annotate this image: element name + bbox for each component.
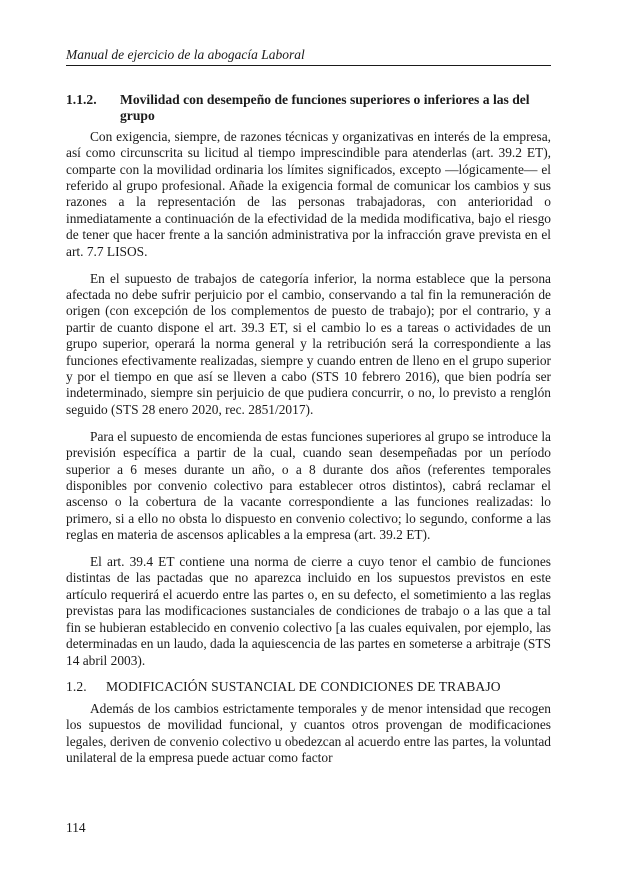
section-number: 1.2. <box>66 679 87 695</box>
paragraph: En el supuesto de trabajos de categoría inferior, la norma establece que la persona afectada no debe sufrir perjuicio por el cambio, conservando a tal fin la remuneración de origen (con excepción de los complementos de puesto de trabajo); por el contrario, y a partir de cuanto dispone el art. 39.3 ET, si el cambio lo es a tareas o actividades de un grupo superior, operará la norma general y la retribución será la correspondiente a las funciones efectivamente realizadas, siempre y cuando entren de lleno en el grupo superior y por el tiempo en que así se lleven a cabo (STS 10 febrero 2016), que bien podría ser indeterminado, siempre sin perjuicio de que pudiera concurrir, o no, lo previsto a renglón seguido (STS 28 enero 2020, rec. 2851/2017). <box>66 270 551 417</box>
subsection-title: Movilidad con desempeño de funciones superiores o inferiores a las del grupo <box>120 92 530 124</box>
subsection-number: 1.1.2. <box>66 92 97 107</box>
paragraph: Para el supuesto de encomienda de estas funciones superiores al grupo se introduce la previsión específica a partir de la cual, cuando sean desempeñadas por un período superior a 6 meses durante un año, o a 8 durante dos años (referentes temporales disponibles por convenio colectivo para establecer otros distintos), cabrá reclamar el ascenso o la cobertura de la vacante correspondiente a las funciones realizadas: lo primero, si a ello no obsta lo dispuesto en convenio colectivo; lo segundo, conforme a las reglas en materia de ascensos aplicables a la empresa (art. 39.2 ET). <box>66 428 551 543</box>
section-heading <box>66 679 551 695</box>
page-content <box>66 92 551 777</box>
section-title: MODIFICACIÓN SUSTANCIAL DE CONDICIONES DE TRABAJO <box>106 679 501 695</box>
page-number: 114 <box>66 820 86 835</box>
paragraph: El art. 39.4 ET contiene una norma de cierre a cuyo tenor el cambio de funciones distintas de las pactadas que no aparezca incluido en los supuestos previstos en este artículo requerirá el acuerdo entre las partes o, en su defecto, el sometimiento a las reglas previstas para las modificaciones sustanciales de condiciones de trabajo o a las que a tal fin se hubieran establecido en convenio colectivo [a las cuales equivalen, por ejemplo, las determinadas en un laudo, dada la aquiescencia de las partes en someterse a arbitraje (STS 14 abril 2003). <box>66 554 551 668</box>
subsection-heading <box>66 92 551 125</box>
paragraph: Con exigencia, siempre, de razones técnicas y organizativas en interés de la empresa, así como circunscrita su licitud al tiempo imprescindible para atenderlas (art. 39.2 ET), comparte con la movilidad ordinaria los límites significados, excepto —lógicamente— el referido al grupo profesional. Añade la exigencia formal de comunicar los cambios y sus razones a la representación de las personas trabajadoras, con anterioridad o inmediatamente a continuación de la efectividad de la medida modificativa, bajo el riesgo de tener que hacer frente a la sanción administrativa por la infracción grave prevista en el art. 7.7 LISOS. <box>66 128 551 259</box>
running-header: Manual de ejercicio de la abogacía Laboral <box>66 47 551 66</box>
paragraph: Además de los cambios estrictamente temporales y de menor intensidad que recogen los supuestos de movilidad funcional, y cuantos otros provengan de modificaciones legales, deriven de convenio colectivo u obedezcan al acuerdo entre las partes, la voluntad unilateral de la empresa puede actuar como factor <box>66 700 551 766</box>
